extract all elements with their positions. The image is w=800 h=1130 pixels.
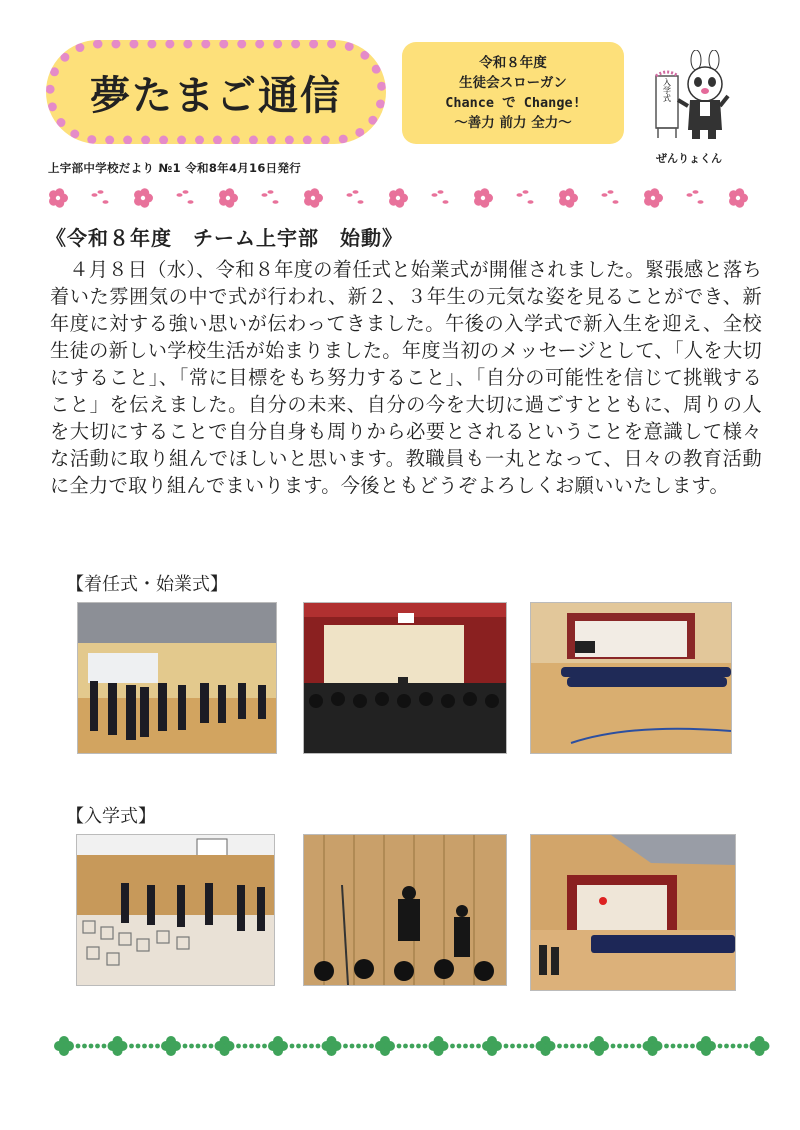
vine-icon — [450, 1044, 481, 1049]
blossom-icon — [134, 188, 153, 207]
vine-icon — [557, 1044, 588, 1049]
section-label-entrance: 【入学式】 — [66, 806, 156, 827]
clover-icon — [429, 1036, 449, 1056]
vine-icon — [504, 1044, 535, 1049]
clover-icon — [161, 1036, 181, 1056]
clover-icon — [696, 1036, 716, 1056]
slogan-label: 生徒会スローガン — [459, 75, 567, 91]
issue-line: 上宇部中学校だより №1 令和8年4月16日発行 — [48, 161, 302, 175]
petal-icon — [602, 190, 619, 204]
petal-icon — [347, 190, 364, 204]
blossom-icon — [304, 188, 323, 207]
petal-icon — [687, 190, 704, 204]
vine-icon — [343, 1044, 374, 1049]
mascot-sign-text: 入学式 — [662, 78, 672, 102]
blossom-icon — [644, 188, 663, 207]
mascot-illustration — [652, 50, 734, 142]
blossom-icon — [729, 188, 748, 207]
vine-icon — [129, 1044, 160, 1049]
ceremony-photo-1 — [77, 602, 277, 754]
blossom-icon — [389, 188, 408, 207]
entrance-photo-3 — [530, 834, 736, 991]
vine-icon — [611, 1044, 642, 1049]
blossom-icon — [559, 188, 578, 207]
clover-icon — [322, 1036, 342, 1056]
newsletter-title: 夢たまご通信 — [90, 72, 342, 119]
clover-icon — [750, 1036, 770, 1056]
slogan-year: 令和８年度 — [479, 55, 547, 71]
clover-icon — [536, 1036, 556, 1056]
vine-icon — [718, 1044, 749, 1049]
clover-icon — [375, 1036, 395, 1056]
vine-icon — [397, 1044, 428, 1049]
article-title: 《令和８年度 チーム上宇部 始動》 — [46, 226, 403, 250]
clover-icon — [268, 1036, 288, 1056]
vine-icon — [664, 1044, 695, 1049]
petal-icon — [92, 190, 109, 204]
petal-icon — [177, 190, 194, 204]
clover-border — [50, 1032, 772, 1060]
clover-icon — [108, 1036, 128, 1056]
vine-icon — [183, 1044, 214, 1049]
blossom-icon — [49, 188, 68, 207]
ceremony-photo-2 — [303, 602, 507, 754]
blossom-icon — [219, 188, 238, 207]
clover-icon — [482, 1036, 502, 1056]
article-body: ４月８日（水）、令和８年度の着任式と始業式が開催されました。緊張感と落ち着いた雰囲気の中で式が行われ、新２、３年生の元気な姿を見ることができ、新年度に対する強い思いが伝わってきました。午後の入学式で新入生を迎え、全校生徒の新しい学校生活が始まりました。年度当初のメッセージとして、「人を大切にすること」、「常に目標をもち努力すること」、「自分の可能性を信じて挑戦すること」を伝えました。自分の未来、自分の今を大切に過ごすとともに、周りの人を大切にすることで自分自身も周りから必要とされるということを意識して様々な活動に取り組んでほしいと思います。教職員も一丸となって、日々の教育活動に全力で取り組んでまいります。今後ともどうぞよろしくお願いいたします。 — [50, 258, 762, 497]
ceremony-photo-3 — [530, 602, 732, 754]
mascot-name: ぜんりょくん — [656, 152, 722, 165]
clover-icon — [643, 1036, 663, 1056]
entrance-photo-1 — [76, 834, 275, 986]
clover-icon — [589, 1036, 609, 1056]
slogan-line-1: Chance で Change! — [445, 95, 581, 111]
vine-icon — [236, 1044, 267, 1049]
vine-icon — [76, 1044, 107, 1049]
vine-icon — [290, 1044, 321, 1049]
entrance-photo-2 — [303, 834, 507, 986]
section-label-ceremony: 【着任式・始業式】 — [66, 574, 228, 595]
petal-icon — [432, 190, 449, 204]
slogan-line-2: 〜善力 前力 全力〜 — [454, 115, 572, 131]
petal-icon — [262, 190, 279, 204]
petal-icon — [517, 190, 534, 204]
clover-icon — [215, 1036, 235, 1056]
slogan-box — [402, 42, 624, 144]
blossom-icon — [474, 188, 493, 207]
masthead-banner — [46, 40, 386, 144]
blossom-border — [44, 184, 756, 214]
clover-icon — [54, 1036, 74, 1056]
